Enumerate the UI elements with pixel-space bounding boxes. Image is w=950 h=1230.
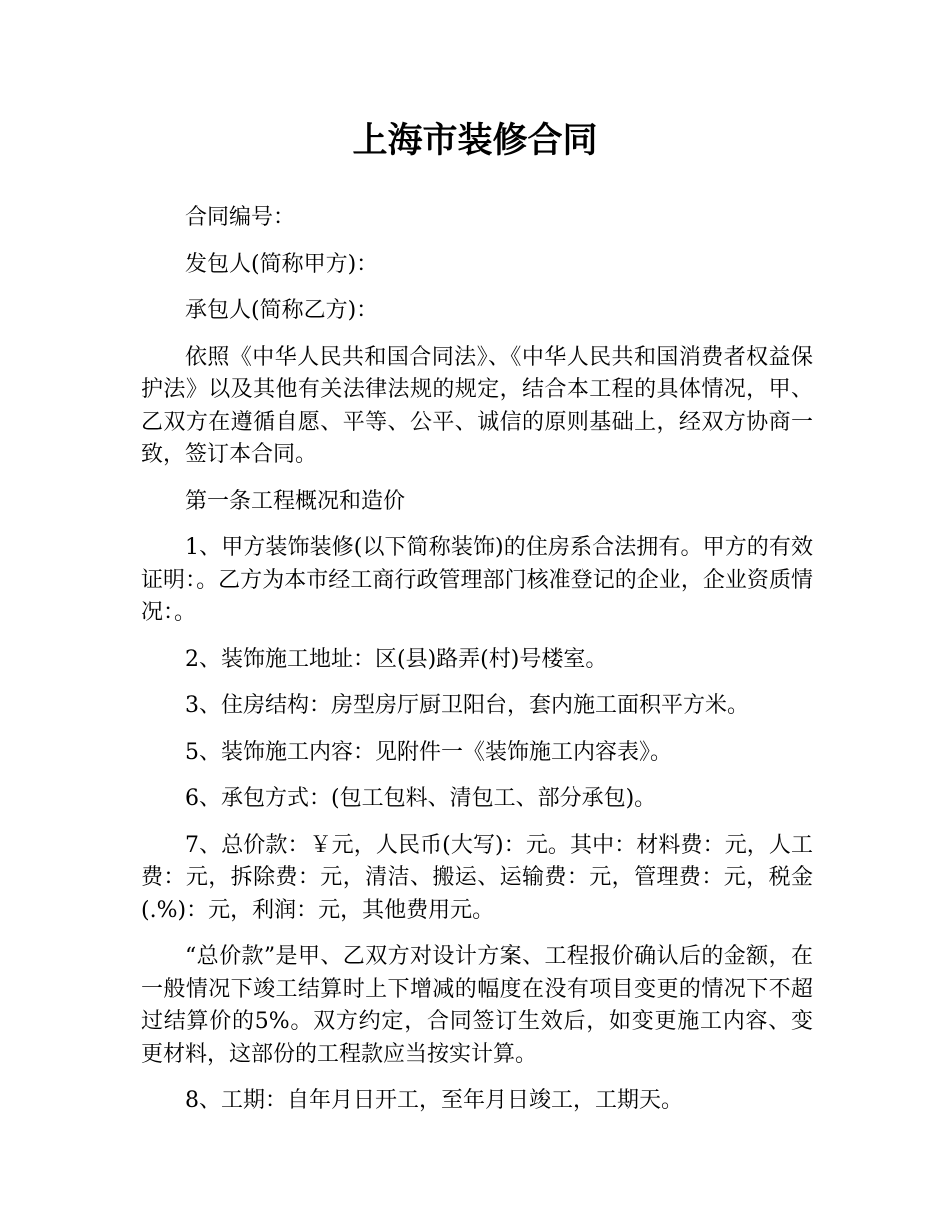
- preamble-paragraph: 依照《中华人民共和国合同法》、《中华人民共和国消费者权益保护法》以及其他有关法律法规的规定，结合本工程的具体情况，甲、乙双方在遵循自愿、平等、公平、诚信的原则基础上，经双方协商一致，签订本合同。: [141, 344, 813, 467]
- clause-6-paragraph: 6、承包方式：(包工包料、清包工、部分承包)。: [185, 786, 657, 811]
- clause-1-paragraph: 1、甲方装饰装修(以下简称装饰)的住房系合法拥有。甲方的有效证明：。乙方为本市经工商行政管理部门核准登记的企业，企业资质情况：。: [141, 535, 813, 625]
- clause-5-paragraph: 5、装饰施工内容：见附件一《装饰施工内容表》。: [185, 739, 672, 765]
- clause-3-paragraph: 3、住房结构：房型房厅厨卫阳台，套内施工面积平方米。: [185, 693, 749, 718]
- party-b-line: 承包人(简称乙方)：: [185, 298, 379, 323]
- clause-7-paragraph: 7、总价款：￥元，人民币(大写)：元。其中：材料费：元，人工费：元，拆除费：元，清洁、搬运、运输费：元，管理费：元，税金(.%)：元，利润：元，其他费用元。: [141, 832, 813, 923]
- total-price-note-paragraph: “总价款”是甲、乙双方对设计方案、工程报价确认后的金额，在一般情况下竣工结算时上下增减的幅度在没有项目变更的情况下不超过结算价的5%。双方约定，合同签订生效后，如变更施工内容、变更材料，这部份的工程款应当按实计算。: [141, 944, 813, 1067]
- clause-2-paragraph: 2、装饰施工地址：区(县)路弄(村)号楼室。: [185, 646, 608, 672]
- document-title: 上海市装修合同: [352, 121, 598, 161]
- clause-8-paragraph: 8、工期：自年月日开工，至年月日竣工，工期天。: [185, 1088, 683, 1113]
- article-one-heading: 第一条工程概况和造价: [185, 488, 406, 514]
- contract-number-line: 合同编号：: [185, 205, 296, 230]
- party-a-line: 发包人(简称甲方)：: [185, 251, 379, 277]
- document-body: [141, 202, 813, 1132]
